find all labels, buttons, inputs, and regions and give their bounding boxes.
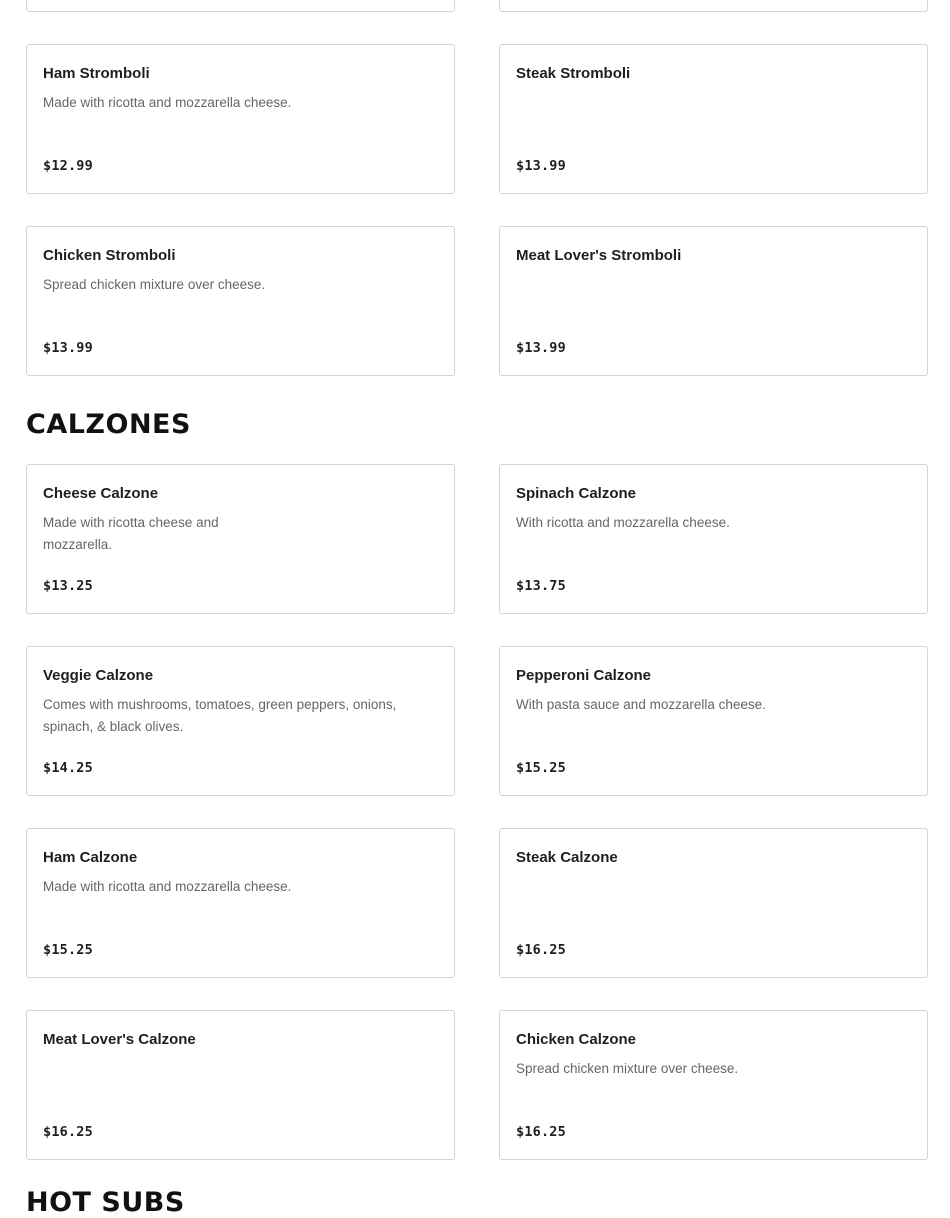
item-name: Steak Calzone [516, 849, 618, 866]
menu-item-card-partial[interactable] [26, 0, 455, 12]
item-price: $13.25 [43, 578, 93, 594]
menu-item-card[interactable] [26, 226, 455, 376]
item-description: Made with ricotta cheese and mozzarella. [43, 515, 219, 552]
calzones-grid [26, 464, 928, 1160]
item-name: Meat Lover's Stromboli [516, 247, 682, 264]
menu-item-card[interactable] [26, 828, 455, 978]
menu-item-card[interactable] [499, 226, 928, 376]
stromboli-grid [26, 0, 928, 376]
item-price: $13.99 [516, 340, 566, 356]
section-title: HOT SUBS [26, 1187, 185, 1218]
item-description: With pasta sauce and mozzarella cheese. [516, 697, 766, 712]
item-price: $16.25 [516, 942, 566, 958]
item-name: Steak Stromboli [516, 65, 631, 82]
menu-item-card[interactable] [499, 828, 928, 978]
calzones-section [26, 410, 928, 1160]
item-name: Pepperoni Calzone [516, 667, 652, 684]
menu-item-card[interactable] [499, 44, 928, 194]
item-description: Spread chicken mixture over cheese. [516, 1061, 739, 1076]
menu-item-card-partial[interactable] [499, 0, 928, 12]
item-description: Made with ricotta and mozzarella cheese. [43, 95, 292, 110]
item-name: Ham Stromboli [43, 65, 150, 82]
item-name: Chicken Stromboli [43, 247, 176, 264]
menu-item-card[interactable] [499, 1010, 928, 1160]
menu-item-card[interactable] [26, 646, 455, 796]
menu-item-card[interactable] [26, 44, 455, 194]
hot-subs-section [26, 1188, 928, 1218]
stromboli-section [26, 0, 928, 376]
item-price: $14.25 [43, 760, 93, 776]
item-name: Cheese Calzone [43, 485, 159, 502]
item-description: Spread chicken mixture over cheese. [43, 277, 266, 292]
item-price: $13.75 [516, 578, 566, 594]
item-price: $12.99 [43, 158, 93, 174]
item-description: Made with ricotta and mozzarella cheese. [43, 879, 292, 894]
item-name: Veggie Calzone [43, 667, 154, 684]
item-price: $13.99 [43, 340, 93, 356]
menu-item-card[interactable] [499, 464, 928, 614]
item-description: With ricotta and mozzarella cheese. [516, 515, 730, 530]
section-title: CALZONES [26, 409, 191, 440]
menu-item-card[interactable] [26, 464, 455, 614]
item-price: $15.25 [43, 942, 93, 958]
item-name: Chicken Calzone [516, 1031, 637, 1048]
item-name: Ham Calzone [43, 849, 138, 866]
item-name: Spinach Calzone [516, 485, 637, 502]
item-name: Meat Lover's Calzone [43, 1031, 196, 1048]
menu-item-card[interactable] [26, 1010, 455, 1160]
item-description: Comes with mushrooms, tomatoes, green peppers, onions, spinach, & black olives. [43, 697, 397, 734]
item-price: $13.99 [516, 158, 566, 174]
item-price: $16.25 [43, 1124, 93, 1140]
item-price: $15.25 [516, 760, 566, 776]
item-price: $16.25 [516, 1124, 566, 1140]
menu-item-card[interactable] [499, 646, 928, 796]
